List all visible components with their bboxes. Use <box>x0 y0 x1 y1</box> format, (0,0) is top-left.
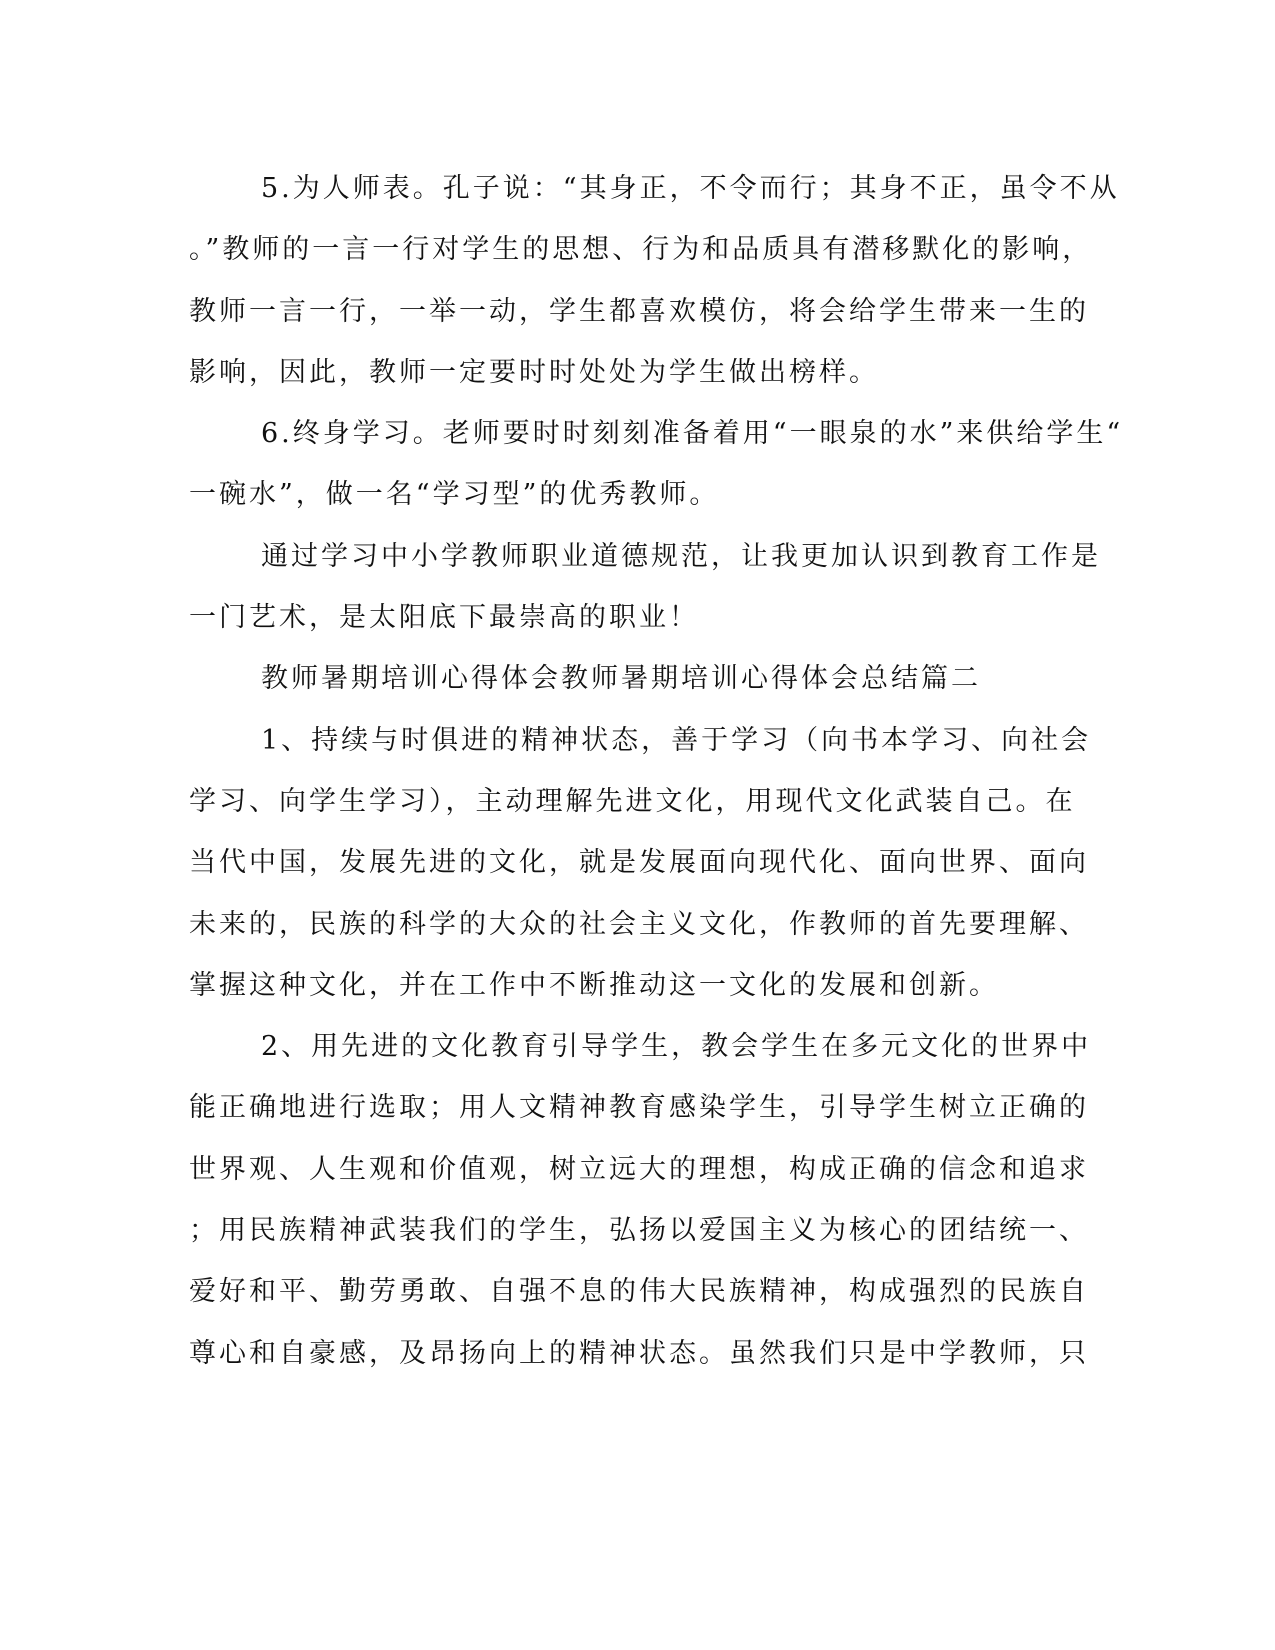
text-line: 影响，因此，教师一定要时时处处为学生做出榜样。 <box>189 356 879 388</box>
text-line: 1、持续与时俱进的精神状态，善于学习（向书本学习、向社会 <box>261 724 1092 756</box>
text-line: 2、用先进的文化教育引导学生，教会学生在多元文化的世界中 <box>261 1031 1092 1063</box>
text-line: 6.终身学习。老师要时时刻刻准备着用“一眼泉的水”来供给学生“ <box>261 418 1124 450</box>
text-line: 掌握这种文化，并在工作中不断推动这一文化的发展和创新。 <box>189 969 999 1001</box>
text-line: 5.为人师表。孔子说：“其身正，不令而行；其身不正，虽令不从 <box>261 173 1120 204</box>
text-line: 爱好和平、勤劳勇敢、自强不息的伟大民族精神，构成强烈的民族自 <box>189 1276 1089 1308</box>
text-line: 世界观、人生观和价值观，树立远大的理想，构成正确的信念和追求 <box>189 1153 1089 1185</box>
text-line: 一门艺术，是太阳底下最崇高的职业！ <box>189 602 699 634</box>
text-line: 当代中国，发展先进的文化，就是发展面向现代化、面向世界、面向 <box>189 847 1089 879</box>
text-line: 教师一言一行，一举一动，学生都喜欢模仿，将会给学生带来一生的 <box>189 295 1089 327</box>
document-body <box>189 158 1124 1384</box>
text-line: 一碗水”，做一名“学习型”的优秀教师。 <box>189 479 720 511</box>
text-line: 通过学习中小学教师职业道德规范，让我更加认识到教育工作是 <box>261 540 1101 572</box>
text-line: 学习、向学生学习），主动理解先进文化，用现代文化武装自己。在 <box>189 785 1076 817</box>
text-line: ；用民族精神武装我们的学生，弘扬以爱国主义为核心的团结统一、 <box>189 1215 1089 1247</box>
text-line: 能正确地进行选取；用人文精神教育感染学生，引导学生树立正确的 <box>189 1092 1089 1124</box>
text-line: 尊心和自豪感，及昂扬向上的精神状态。虽然我们只是中学教师，只 <box>189 1337 1089 1369</box>
section-heading: 教师暑期培训心得体会教师暑期培训心得体会总结篇二 <box>261 663 981 695</box>
text-line: 。”教师的一言一行对学生的思想、行为和品质具有潜移默化的影响， <box>189 234 1093 266</box>
text-line: 未来的，民族的科学的大众的社会主义文化，作教师的首先要理解、 <box>189 908 1089 940</box>
